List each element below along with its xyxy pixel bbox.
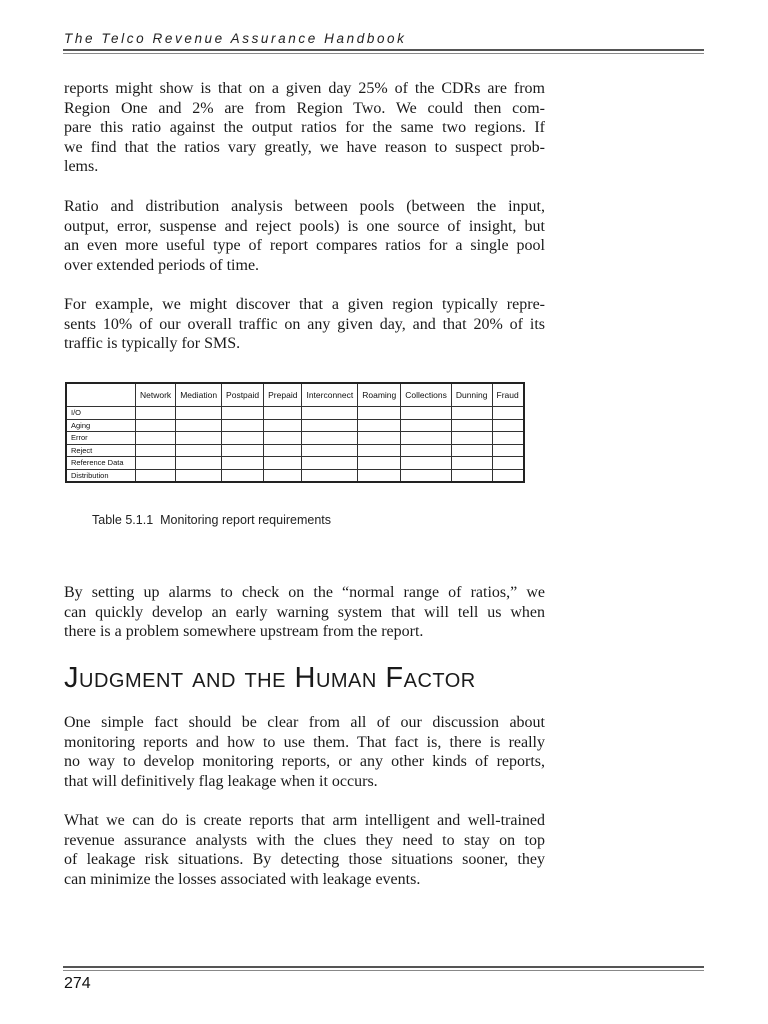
table-row <box>66 457 524 470</box>
footer-rule <box>63 966 704 968</box>
table-header-cell: Postpaid <box>222 383 264 407</box>
table-header-cell: Interconnect <box>302 383 358 407</box>
table-header-cell: Dunning <box>451 383 492 407</box>
table-row <box>66 432 524 445</box>
monitoring-requirements-table-wrapper <box>65 382 525 483</box>
table-header-cell: Roaming <box>358 383 401 407</box>
table-header-cell: Fraud <box>492 383 524 407</box>
table-header-cell <box>66 383 136 407</box>
header-rule-thin <box>63 53 704 54</box>
table-caption: Table 5.1.1 Monitoring report requirements <box>92 513 332 527</box>
table-header-cell: Mediation <box>176 383 222 407</box>
body-paragraph-6: What we can do is create reports that arm intelligent and well-trained revenue assurance analysts with the clues they need to stay on top of leakage risk situations. By detecting those situations sooner, they can minimize the losses associated with leakage events. <box>64 812 545 888</box>
table-header-cell: Collections <box>401 383 452 407</box>
table-row-label: Distribution <box>66 469 136 482</box>
table-row <box>66 469 524 482</box>
table-row <box>66 419 524 432</box>
table-row-label: I/O <box>66 407 136 420</box>
header-rule <box>63 49 704 51</box>
table-row-label: Reference Data <box>66 457 136 470</box>
monitoring-requirements-table <box>65 382 525 483</box>
table-row <box>66 444 524 457</box>
table-row-label: Error <box>66 432 136 445</box>
body-paragraph-3: For example, we might discover that a given region typically repre- sents 10% of our overall traffic on any given day, and that 20% of its traffic is typically for SMS. <box>64 296 545 353</box>
body-paragraph-4: By setting up alarms to check on the “normal range of ratios,” we can quickly develop an early warning system that will tell us when there is a problem somewhere upstream from the report. <box>64 584 545 641</box>
table-row-label: Aging <box>66 419 136 432</box>
page-number: 274 <box>64 975 91 992</box>
table-row-label: Reject <box>66 444 136 457</box>
table-row <box>66 407 524 420</box>
body-paragraph-2: Ratio and distribution analysis between pools (between the input, output, error, suspense and reject pools) is one source of insight, but an even more useful type of report compares ratios for a single pool over extended periods of time. <box>64 198 545 274</box>
body-paragraph-5: One simple fact should be clear from all of our discussion about monitoring reports and how to use them. That fact is, there is really no way to develop monitoring reports, or any other kinds of reports, that will definitively flag leakage when it occurs. <box>64 714 545 790</box>
running-header-title: The Telco Revenue Assurance Handbook <box>64 31 407 46</box>
body-paragraph-1: reports might show is that on a given day 25% of the CDRs are from Region One and 2% are from Region Two. We could then com- pare this ratio against the output ratios for the same two regions. If we find that the ratios vary greatly, we have reason to suspect prob- lems. <box>64 80 545 176</box>
section-heading: Judgment and the Human Factor <box>64 662 476 694</box>
footer-rule-thin <box>63 970 704 971</box>
table-header-cell: Network <box>136 383 176 407</box>
table-header-row <box>66 383 524 407</box>
table-header-cell: Prepaid <box>264 383 302 407</box>
